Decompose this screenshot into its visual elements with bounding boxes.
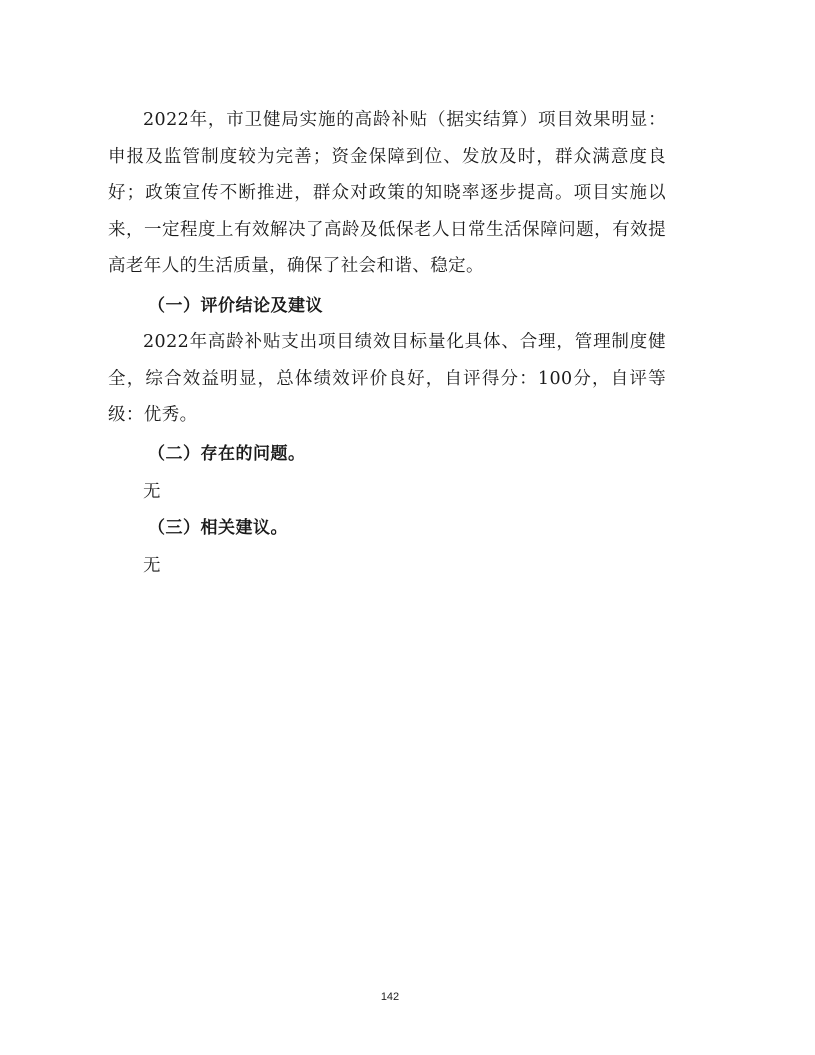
page-number: 142 [380,991,400,1003]
conclusion-paragraph: 2022年高龄补贴支出项目绩效目标量化具体、合理，管理制度健全，综合效益明显，总体绩效评价良好，自评得分：100分，自评等级：优秀。 [108,332,666,425]
problems-text: 无 [143,482,161,502]
section-heading-problems: （二）存在的问题。 [148,444,306,464]
section-heading-suggestions: （三）相关建议。 [148,518,288,538]
summary-paragraph: 2022年，市卫健局实施的高龄补贴（据实结算）项目效果明显：申报及监管制度较为完善；资金保障到位、发放及时，群众满意度良好；政策宣传不断推进，群众对政策的知晓率逐步提高。项目实施以来，一定程度上有效解决了高龄及低保老人日常生活保障问题，有效提高老年人的生活质量，确保了社会和谐、稳定。 [108,110,666,276]
suggestions-text: 无 [143,556,161,576]
section-heading-conclusion: （一）评价结论及建议 [148,296,323,316]
